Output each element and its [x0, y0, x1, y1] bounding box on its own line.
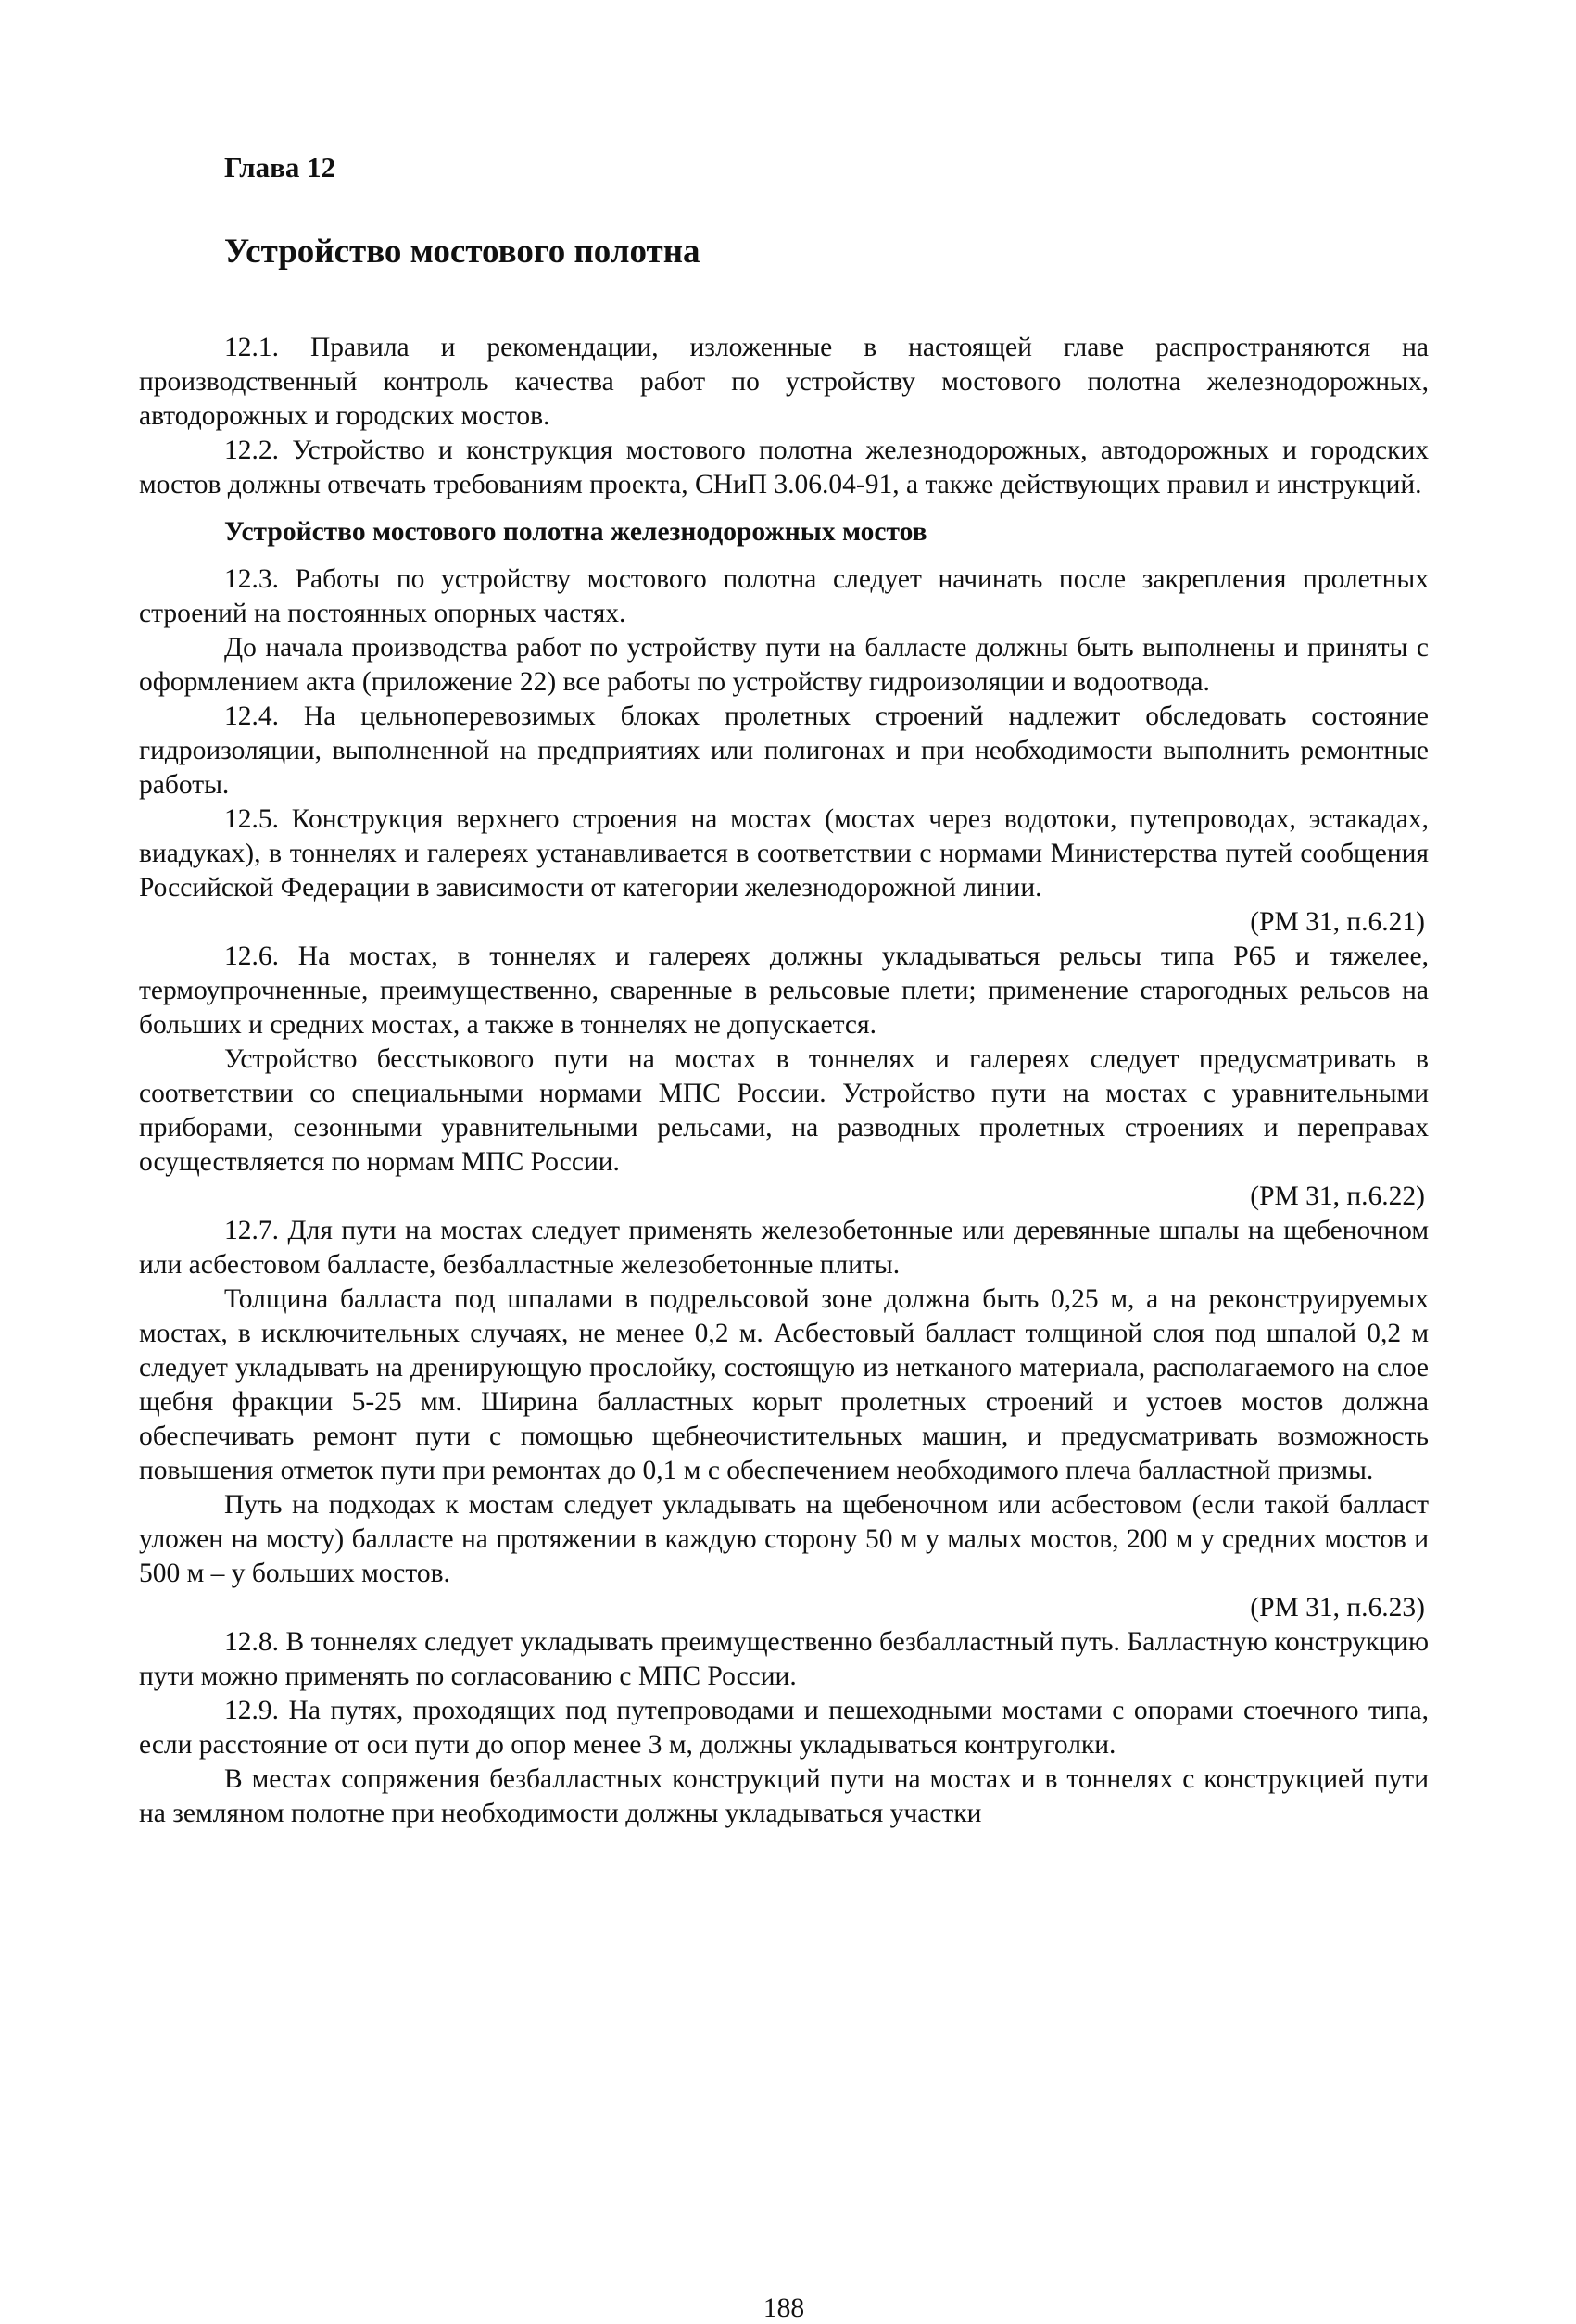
chapter-title: Устройство мостового полотна [224, 233, 700, 271]
paragraph: Толщина балласта под шпалами в подрельсовой зоне должна быть 0,25 м, а на реконструируемых мостах, в исключительных случаях, не менее 0,2 м. Асбестовый балласт толщиной слоя под шпалой 0,2 м следует укладывать на дренирующую прослойку, состоящую из нетканого материала, располагаемого на слое щебня фракции 5-25 мм. Ширина балластных корыт пролетных строений и устоев мостов должна обеспечивать ремонт пути с помощью щебнеочистительных машин, и предусматривать возможность повышения отметок пути при ремонтах до 0,1 м с обеспечением необходимого плеча балластной призмы. [139, 1284, 1429, 1485]
paragraph: 12.1. Правила и рекомендации, изложенные в настоящей главе распространяются на производственный контроль качества работ по устройству мостового полотна железнодорожных, автодорожных и городских мостов. [139, 333, 1429, 431]
document-page [139, 139, 1429, 2323]
paragraph: 12.4. На цельноперевозимых блоках пролетных строений надлежит обследовать состояние гидроизоляции, выполненной на предприятиях или полигонах и при необходимости выполнить ремонтные работы. [139, 701, 1429, 800]
paragraph: Устройство бесстыкового пути на мостах в тоннелях и галереях следует предусматривать в соответствии со специальными нормами МПС России. Устройство пути на мостах с уравнительными приборами, сезонными уравнительными рельсами, на разводных пролетных строениях и переправах осуществляется по нормам МПС России. [139, 1044, 1429, 1177]
paragraph: 12.3. Работы по устройству мостового полотна следует начинать после закрепления пролетных строений на постоянных опорных частях. [139, 564, 1429, 628]
reference-note: (РМ 31, п.6.23) [1250, 1593, 1425, 1623]
paragraph: Путь на подходах к мостам следует укладывать на щебеночном или асбестовом (если такой балласт уложен на мосту) балласте на протяжении в каждую сторону 50 м у малых мостов, 200 м у средних мостов и 500 м – у больших мостов. [139, 1490, 1429, 1588]
page-number: 188 [763, 2293, 805, 2323]
paragraph: 12.2. Устройство и конструкция мостового полотна железнодорожных, автодорожных и городских мостов должны отвечать требованиям проекта, СНиП 3.06.04-91, а также действующих правил и инструкций. [139, 436, 1429, 499]
section-heading: Устройство мостового полотна железнодорожных мостов [224, 517, 927, 547]
paragraph: 12.8. В тоннелях следует укладывать преимущественно безбалластный путь. Балластную конструкцию пути можно применять по согласованию с МПС России. [139, 1627, 1429, 1691]
paragraph: 12.9. На путях, проходящих под путепроводами и пешеходными мостами с опорами стоечного типа, если расстояние от оси пути до опор менее 3 м, должны укладываться контруголки. [139, 1696, 1429, 1760]
reference-note: (РМ 31, п.6.21) [1250, 907, 1425, 937]
paragraph: 12.6. На мостах, в тоннелях и галереях должны укладываться рельсы типа Р65 и тяжелее, термоупрочненные, преимущественно, сваренные в рельсовые плети; применение старогодных рельсов на больших и средних мостах, а также в тоннелях не допускается. [139, 941, 1429, 1040]
chapter-number: Глава 12 [224, 151, 336, 183]
document-body [139, 331, 1429, 1831]
paragraph: 12.7. Для пути на мостах следует применять железобетонные или деревянные шпалы на щебеночном или асбестовом балласте, безбалластные железобетонные плиты. [139, 1216, 1429, 1280]
paragraph: 12.5. Конструкция верхнего строения на мостах (мостах через водотоки, путепроводах, эстакадах, виадуках), в тоннелях и галереях устанавливается в соответствии с нормами Министерства путей сообщения Российской Федерации в зависимости от категории железнодорожной линии. [139, 804, 1429, 903]
reference-note: (РМ 31, п.6.22) [1250, 1181, 1425, 1211]
paragraph: До начала производства работ по устройству пути на балласте должны быть выполнены и приняты с оформлением акта (приложение 22) все работы по устройству гидроизоляции и водоотвода. [139, 633, 1429, 697]
paragraph: В местах сопряжения безбалластных конструкций пути на мостах и в тоннелях с конструкцией пути на земляном полотне при необходимости должны укладываться участки [139, 1764, 1429, 1828]
